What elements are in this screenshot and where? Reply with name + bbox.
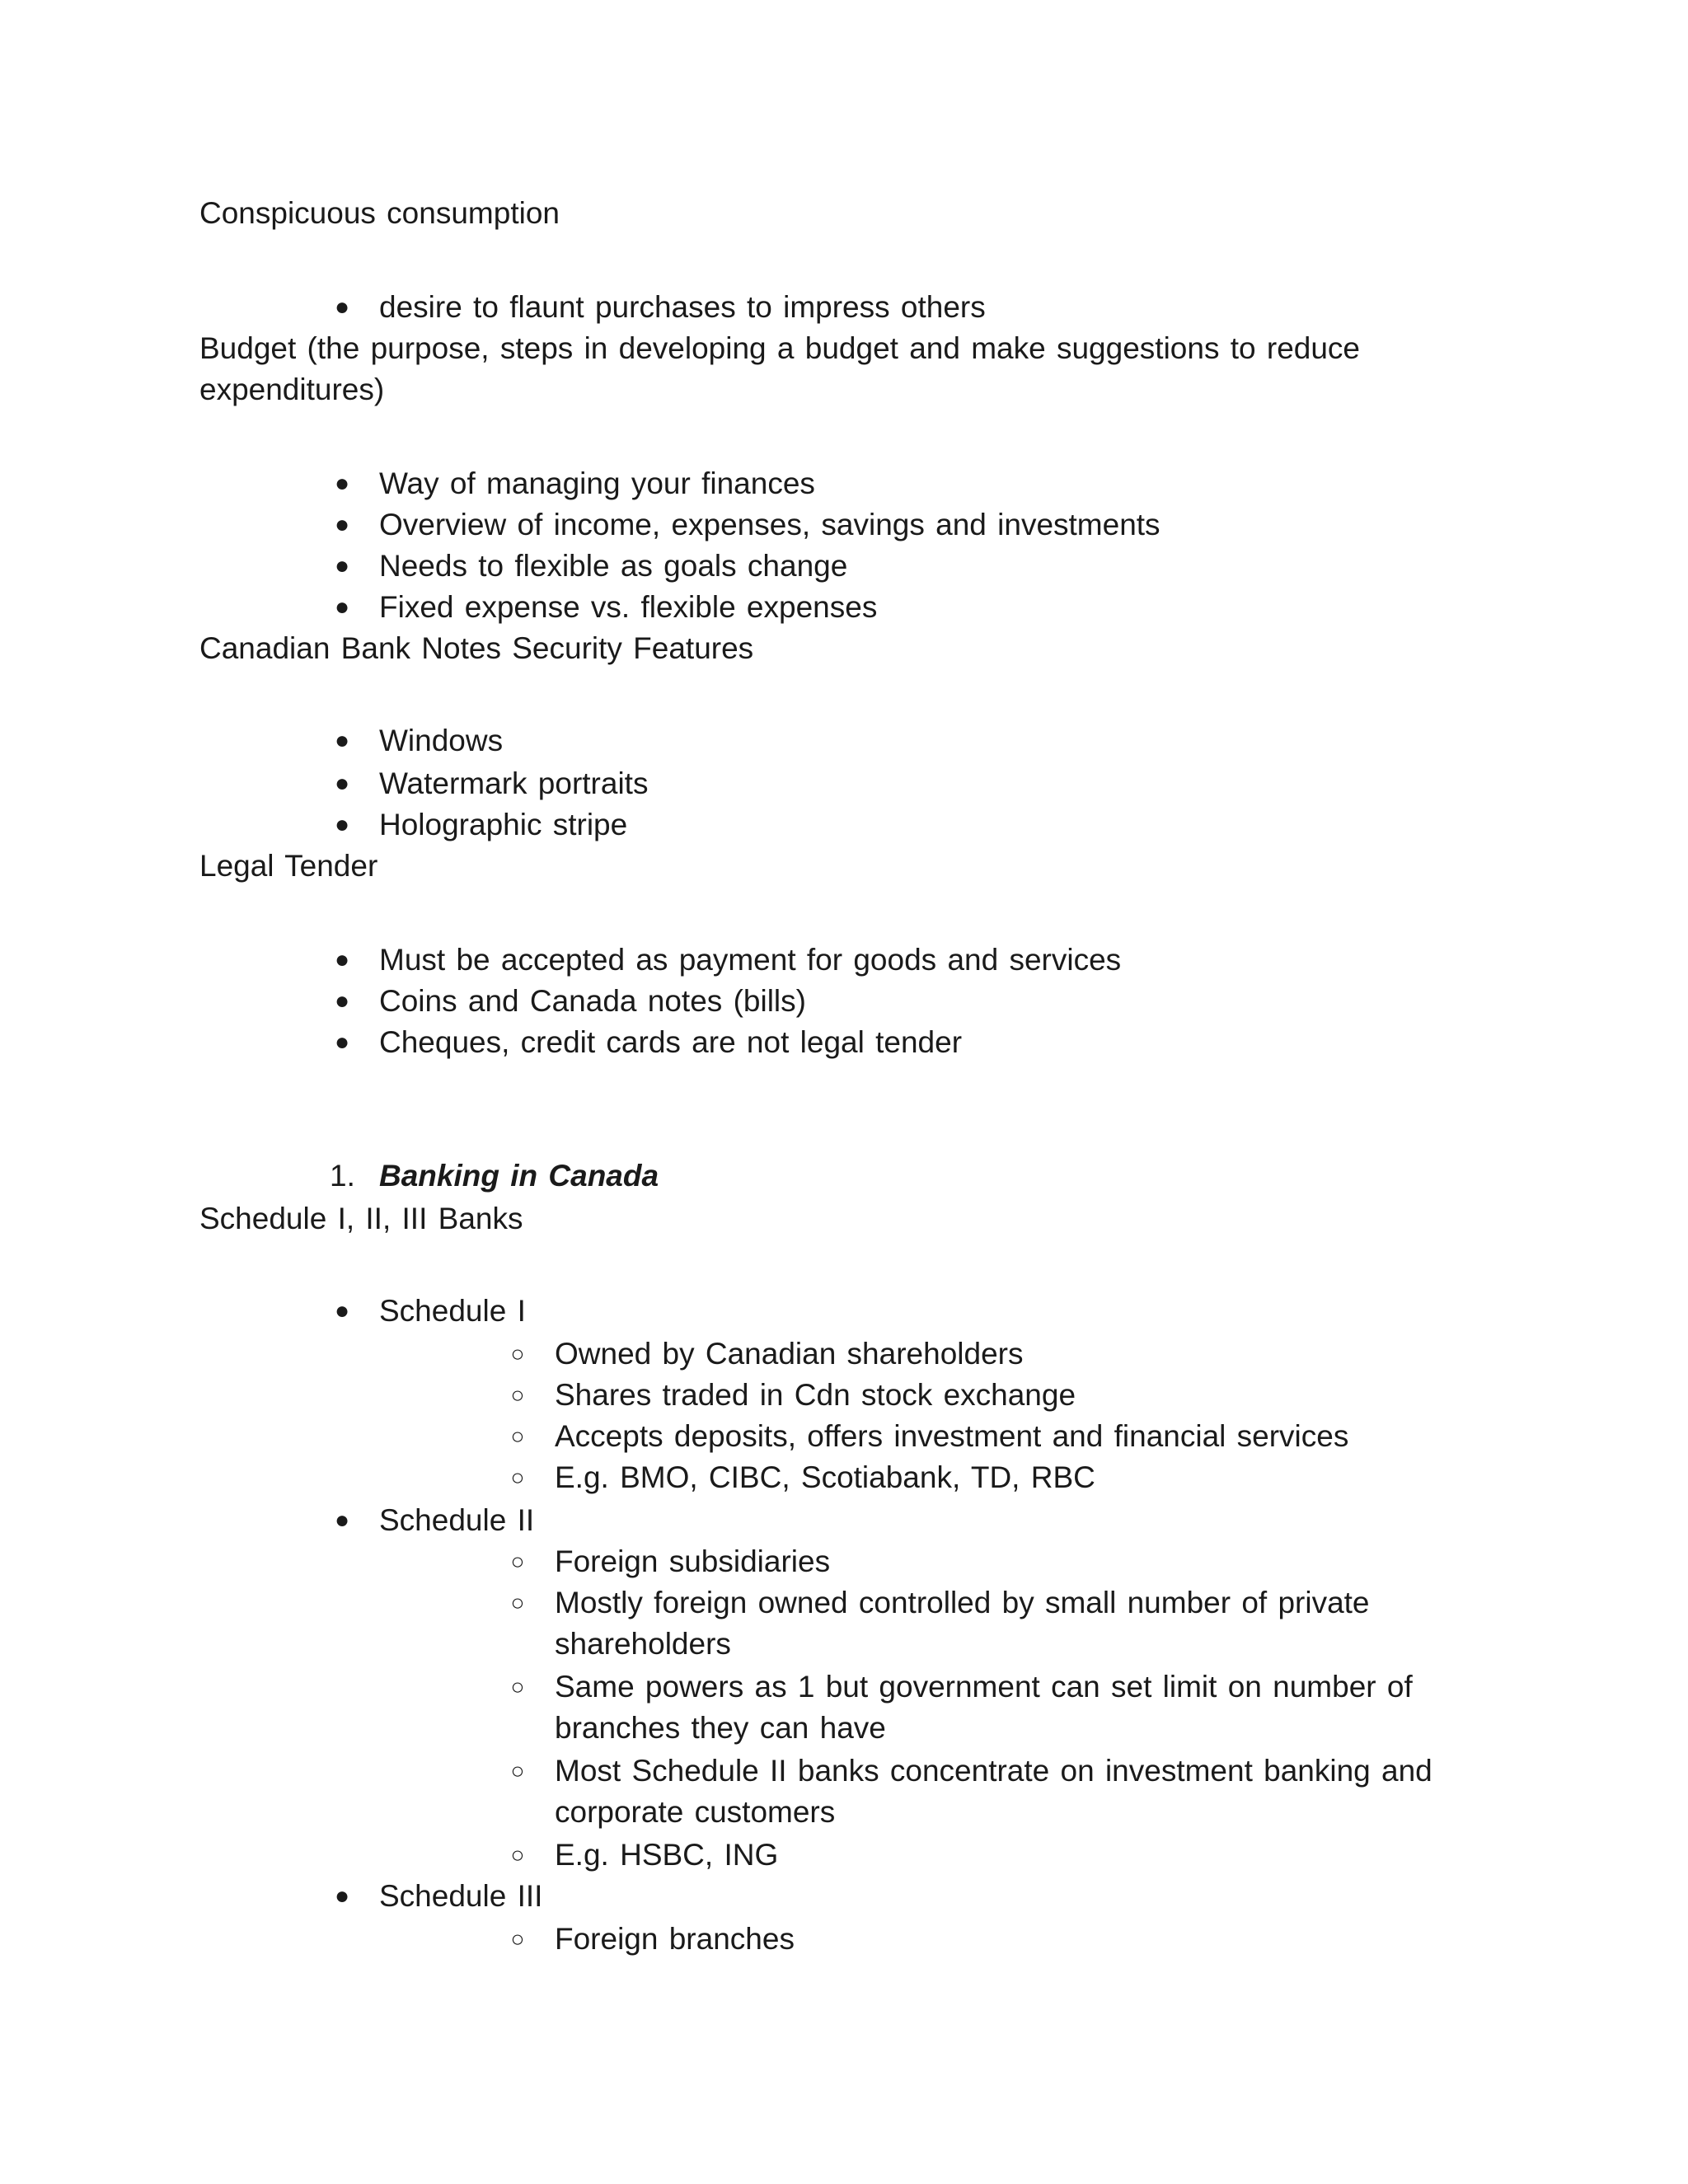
bullet-icon: ● bbox=[334, 811, 350, 838]
sub-list-item-text: Most Schedule II banks concentrate on investment banking and corporate customers bbox=[555, 1754, 1432, 1829]
list-item-text: Schedule III bbox=[379, 1879, 543, 1913]
list-item-text: Holographic stripe bbox=[379, 808, 628, 841]
section-heading-schedule-banks: Schedule I, II, III Banks bbox=[199, 1202, 523, 1235]
list-item-text: Needs to flexible as goals change bbox=[379, 549, 848, 583]
numbered-heading-title: Banking in Canada bbox=[379, 1159, 659, 1193]
circle-bullet-icon: ○ bbox=[510, 1926, 525, 1952]
circle-bullet-icon: ○ bbox=[510, 1382, 525, 1408]
section-heading-budget: Budget (the purpose, steps in developing a budget and make suggestions to reduce expenditures) bbox=[199, 331, 1360, 406]
list-item-text: Cheques, credit cards are not legal tender bbox=[379, 1025, 963, 1059]
circle-bullet-icon: ○ bbox=[510, 1758, 525, 1783]
section-heading-conspicuous-consumption: Conspicuous consumption bbox=[199, 196, 560, 230]
sub-list-item-text: Accepts deposits, offers investment and financial services bbox=[555, 1419, 1349, 1453]
circle-bullet-icon: ○ bbox=[510, 1423, 525, 1449]
circle-bullet-icon: ○ bbox=[510, 1674, 525, 1699]
list-item-text: Fixed expense vs. flexible expenses bbox=[379, 590, 878, 624]
list-item-text: Schedule II bbox=[379, 1503, 535, 1537]
bullet-icon: ● bbox=[334, 593, 350, 621]
list-item-text: Windows bbox=[379, 724, 504, 757]
bullet-icon: ● bbox=[334, 727, 350, 754]
bullet-icon: ● bbox=[334, 1297, 350, 1324]
circle-bullet-icon: ○ bbox=[510, 1590, 525, 1615]
bullet-icon: ● bbox=[334, 552, 350, 579]
sub-list-item-text: Foreign branches bbox=[555, 1922, 795, 1956]
circle-bullet-icon: ○ bbox=[510, 1465, 525, 1490]
list-item-text: Overview of income, expenses, savings and investments bbox=[379, 508, 1160, 541]
bullet-icon: ● bbox=[334, 770, 350, 797]
list-item-text: Must be accepted as payment for goods and services bbox=[379, 943, 1122, 977]
sub-list-item-text: Mostly foreign owned controlled by small number of private shareholders bbox=[555, 1586, 1370, 1661]
circle-bullet-icon: ○ bbox=[510, 1842, 525, 1868]
section-heading-legal-tender: Legal Tender bbox=[199, 849, 378, 883]
bullet-icon: ● bbox=[334, 987, 350, 1015]
list-number: 1. bbox=[330, 1159, 355, 1193]
bullet-icon: ● bbox=[334, 946, 350, 973]
section-heading-bank-notes-security: Canadian Bank Notes Security Features bbox=[199, 631, 754, 665]
sub-list-item-text: Foreign subsidiaries bbox=[555, 1544, 831, 1578]
bullet-icon: ● bbox=[334, 511, 350, 538]
list-item-text: Schedule I bbox=[379, 1294, 526, 1328]
sub-list-item-text: E.g. BMO, CIBC, Scotiabank, TD, RBC bbox=[555, 1460, 1095, 1494]
sub-list-item-text: Shares traded in Cdn stock exchange bbox=[555, 1378, 1076, 1412]
bullet-icon: ● bbox=[334, 1882, 350, 1910]
sub-list-item-text: E.g. HSBC, ING bbox=[555, 1838, 779, 1872]
bullet-icon: ● bbox=[334, 1507, 350, 1534]
list-item-text: Watermark portraits bbox=[379, 766, 649, 800]
list-item-text: desire to flaunt purchases to impress others bbox=[379, 290, 986, 324]
sub-list-item-text: Same powers as 1 but government can set limit on number of branches they can have bbox=[555, 1670, 1413, 1745]
list-item-text: Way of managing your finances bbox=[379, 466, 815, 500]
list-item-text: Coins and Canada notes (bills) bbox=[379, 984, 806, 1018]
bullet-icon: ● bbox=[334, 470, 350, 497]
circle-bullet-icon: ○ bbox=[510, 1341, 525, 1366]
circle-bullet-icon: ○ bbox=[510, 1549, 525, 1574]
bullet-icon: ● bbox=[334, 1029, 350, 1056]
bullet-icon: ● bbox=[334, 293, 350, 321]
sub-list-item-text: Owned by Canadian shareholders bbox=[555, 1337, 1024, 1371]
